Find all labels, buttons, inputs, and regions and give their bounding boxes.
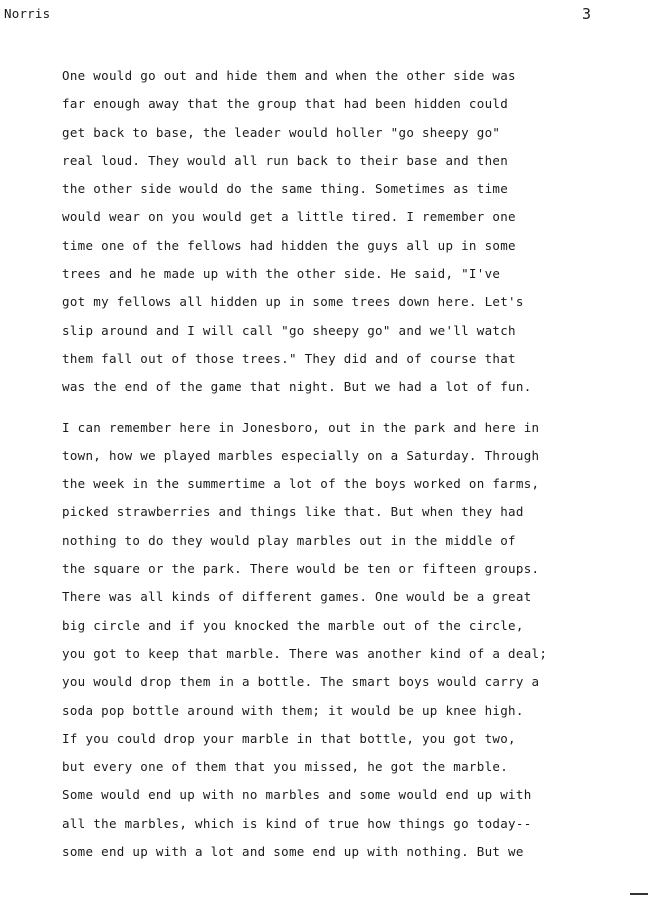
text-line: Some would end up with no marbles and some would end up with <box>62 787 532 803</box>
page-number: 3 <box>582 5 592 23</box>
text-line: big circle and if you knocked the marble out of the circle, <box>62 617 524 633</box>
body-text <box>62 62 602 866</box>
scan-edge-mark <box>630 893 648 895</box>
text-line: soda pop bottle around with them; it would be up knee high. <box>62 702 524 718</box>
text-line: all the marbles, which is kind of true how things go today-- <box>62 815 532 831</box>
text-line: time one of the fellows had hidden the guys all up in some <box>62 237 516 253</box>
text-line: There was all kinds of different games. One would be a great <box>62 589 532 605</box>
text-line: but every one of them that you missed, he got the marble. <box>62 759 509 775</box>
text-line: get back to base, the leader would holler "go sheepy go" <box>62 124 501 140</box>
text-line: nothing to do they would play marbles out in the middle of <box>62 532 516 548</box>
text-line: picked strawberries and things like that. But when they had <box>62 504 524 520</box>
text-line: slip around and I will call "go sheepy go" and we'll watch <box>62 322 516 338</box>
text-line: far enough away that the group that had been hidden could <box>62 96 509 112</box>
text-line: real loud. They would all run back to their base and then <box>62 152 509 168</box>
text-line: the week in the summertime a lot of the boys worked on farms, <box>62 476 540 492</box>
text-line: got my fellows all hidden up in some trees down here. Let's <box>62 294 524 310</box>
text-line: town, how we played marbles especially on a Saturday. Through <box>62 447 540 463</box>
text-line: If you could drop your marble in that bottle, you got two, <box>62 730 516 746</box>
text-line: you got to keep that marble. There was another kind of a deal; <box>62 645 548 661</box>
paragraph-gap <box>62 402 602 414</box>
paragraph-marbles <box>62 414 602 867</box>
text-line: was the end of the game that night. But we had a lot of fun. <box>62 379 532 395</box>
text-line: trees and he made up with the other side. He said, "I've <box>62 266 501 282</box>
text-line: them fall out of those trees." They did and of course that <box>62 350 516 366</box>
paragraph-sheepy-go <box>62 62 602 402</box>
text-line: you would drop them in a bottle. The smart boys would carry a <box>62 674 540 690</box>
text-line: would wear on you would get a little tired. I remember one <box>62 209 516 225</box>
text-line: I can remember here in Jonesboro, out in the park and here in <box>62 419 540 435</box>
header-author-name: Norris <box>4 6 51 21</box>
text-line: the other side would do the same thing. Sometimes as time <box>62 181 509 197</box>
text-line: some end up with a lot and some end up with nothing. But we <box>62 844 524 860</box>
text-line: One would go out and hide them and when the other side was <box>62 68 516 83</box>
text-line: the square or the park. There would be ten or fifteen groups. <box>62 561 540 577</box>
